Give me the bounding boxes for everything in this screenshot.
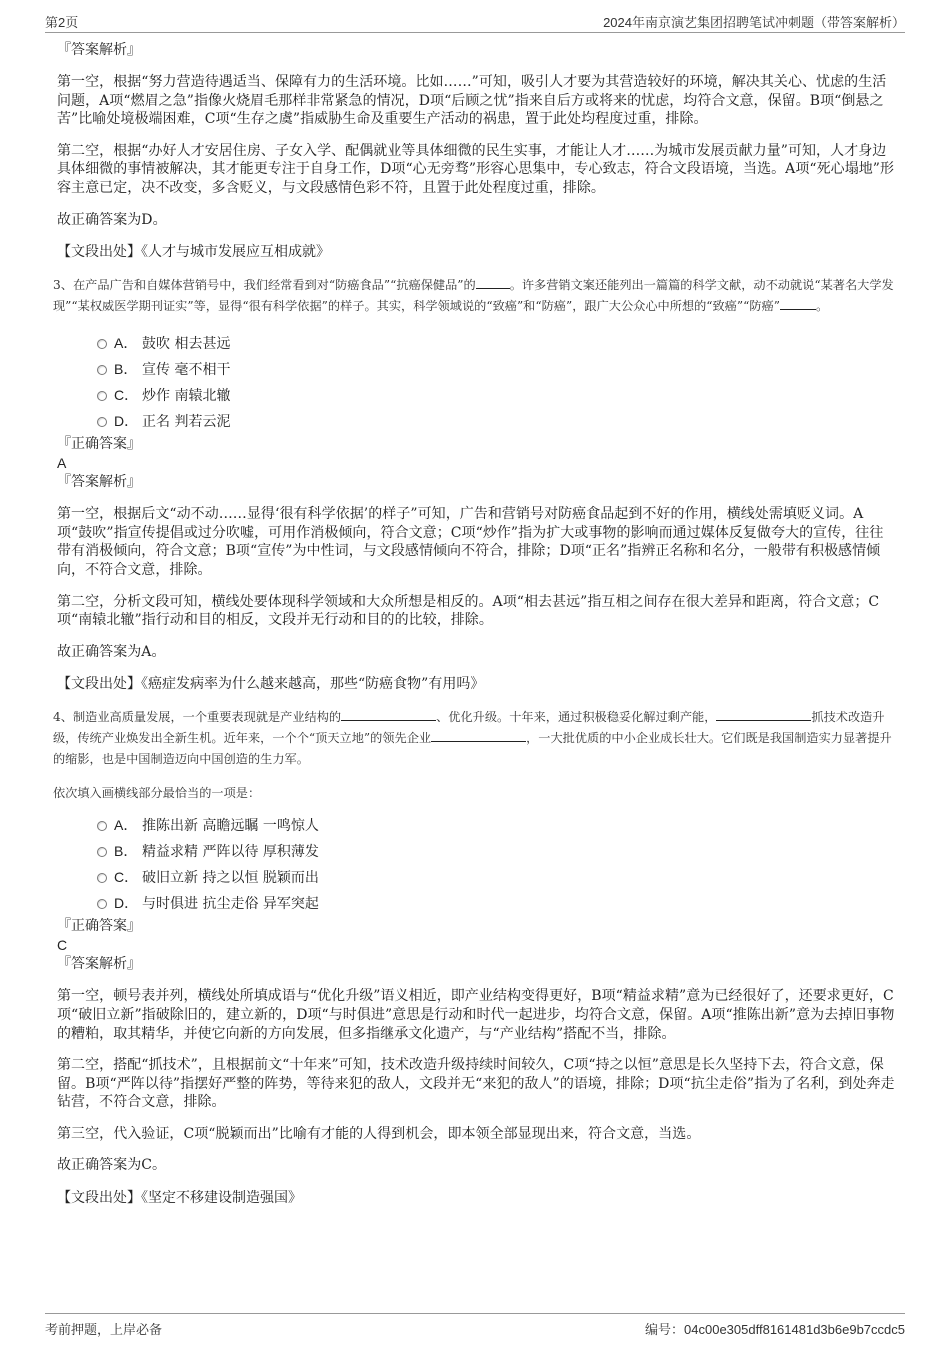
fill-blank [716,707,811,721]
fill-blank [431,728,526,742]
question-3-options [57,330,895,434]
fill-blank [780,296,816,310]
correct-answer-label: 『正确答案』 [57,436,141,453]
source-citation: 【文段出处】《坚定不移建设制造强国》 [57,1190,302,1207]
option-c[interactable]: C． 破旧立新 持之以恒 脱颖而出 [57,864,895,890]
answer-conclusion: 故正确答案为D。 [57,211,167,228]
question-4-options [57,812,895,916]
radio-button[interactable] [97,847,107,857]
radio-button[interactable] [97,873,107,883]
source-citation: 【文段出处】《人才与城市发展应互相成就》 [57,244,330,261]
page-number: 第2页 [45,15,79,30]
main-content [53,40,895,1208]
correct-answer-label: 『正确答案』 [57,918,141,935]
page-header [45,10,905,33]
question-4-prompt: 依次填入画横线部分最恰当的一项是： [53,786,261,801]
answer-conclusion: 故正确答案为C。 [57,1157,167,1174]
analysis-label: 『答案解析』 [57,474,141,491]
page-footer [45,1313,905,1338]
option-a[interactable]: A． 推陈出新 高瞻远瞩 一鸣惊人 [57,812,895,838]
option-c[interactable]: C． 炒作 南辕北辙 [57,382,895,408]
correct-answer: C [57,937,68,954]
radio-button[interactable] [97,339,107,349]
footer-slogan: 考前押题，上岸必备 [45,1323,163,1338]
radio-button[interactable] [97,899,107,909]
source-citation: 【文段出处】《癌症发病率为什么越来越高，那些“防癌食物”有用吗》 [57,676,485,693]
analysis-paragraph: 第二空，分析文段可知，横线处要体现科学领域和大众所想是相反的。A项“相去甚远”指互相之间存在很大差异和距离，符合文意；C项“南辕北辙”指行动和目的相反，文段并无行动和目的的比较，排除。 [57,593,880,629]
document-code [645,1319,905,1338]
document-title: 2024年南京演艺集团招聘笔试冲刺题（带答案解析） [603,15,905,30]
analysis-paragraph: 第一空，根据后文“动不动……显得‘很有科学依据’的样子”可知，广告和营销号对防癌食品起到不好的作用，横线处需填贬义词。A项“鼓吹”指宣传提倡或过分吹嘘，可用作消极倾向，符合文意；C项“炒作”指为扩大或事物的影响而通过媒体反复做夸大的宣传，往往带有消极倾向，符合文意；B项“宣传”为中性词，与文段感情倾向不符合，排除；D项“正名”指辨正名称和名分，一般带有积极感情倾向，不符合文意，排除。 [57,506,884,578]
analysis-paragraph: 第三空，代入验证，C项“脱颖而出”比喻有才能的人得到机会，即本领全部显现出来，符合文意，当选。 [57,1125,701,1142]
analysis-paragraph: 第一空，根据“努力营造待遇适当、保障有力的生活环境。比如……”可知，吸引人才要为其营造较好的环境，解决其关心、忧虑的生活问题，A项“燃眉之急”指像火烧眉毛那样非常紧急的情况，D项“后顾之忧”指来自后方或将来的忧虑，均符合文意，保留。B项“倒悬之苦”比喻处境极端困难，C项“生存之虞”指威胁生命及重要生产活动的祸患，置于此处均程度过重，排除。 [57,74,887,128]
fill-blank [341,707,436,721]
analysis-paragraph: 第一空，顿号表并列，横线处所填成语与“优化升级”语义相近，即产业结构变得更好，B项“精益求精”意为已经很好了，还要求更好，C项“破旧立新”指破除旧的，建立新的，D项“与时俱进”意思是行动和时代一起进步，均符合文意，保留。A项“推陈出新”意为去掉旧事物的糟粕，取其精华，并使它向新的方向发展，但多指继承文化遗产，与“产业结构”搭配不当，排除。 [57,988,895,1042]
radio-button[interactable] [97,821,107,831]
fill-blank [476,275,510,289]
radio-button[interactable] [97,391,107,401]
radio-button[interactable] [97,365,107,375]
option-d[interactable]: D． 正名 判若云泥 [57,408,895,434]
option-b[interactable]: B． 宣传 毫不相干 [57,356,895,382]
analysis-label: 『答案解析』 [57,956,141,973]
option-d[interactable]: D． 与时俱进 抗尘走俗 异军突起 [57,890,895,916]
option-b[interactable]: B． 精益求精 严阵以待 厚积薄发 [57,838,895,864]
analysis-label: 『答案解析』 [57,42,141,58]
option-a[interactable]: A． 鼓吹 相去甚远 [57,330,895,356]
code-value: 04c00e305dff8161481d3b6e9b7ccdc5 [684,1322,905,1337]
radio-button[interactable] [97,417,107,427]
question-4-text: 4、制造业高质量发展，一个重要表现就是产业结构的 、优化升级。十年来，通过积极稳妥化解过剩产能， 抓技术改造升级，传统产业焕发出全新生机。近年来，一个个“顶天立地”的领先企业 ，一大批优质的中小企业成长壮大。它们既是我国制造实力显著提升的缩影，也是中国制造迈向中国创造的生力军。 [53,707,895,770]
answer-conclusion: 故正确答案为A。 [57,643,166,660]
analysis-paragraph: 第二空，根据“办好人才安居住房、子女入学、配偶就业等具体细微的民生实事，才能让人才……为城市发展贡献力量”可知，人才身边具体细微的事情被解决，其才能更专注于自身工作，D项“心无旁骛”形容心思集中，专心致志，符合文段语境，当选。A项“死心塌地”形容主意已定，决不改变，多含贬义，与文段感情色彩不符，且置于此处程度过重，排除。 [57,142,895,196]
correct-answer: A [57,455,67,472]
question-3-text: 3、在产品广告和自媒体营销号中，我们经常看到对“防癌食品”“抗癌保健品”的 。许多营销文案还能列出一篇篇的科学文献，动不动就说“某著名大学发现”“某权威医学期刊证实”等，显得“很有科学依据”的样子。其实，科学领域说的“致癌”和“防癌”，跟广大公众心中所想的“致癌”“防癌” 。 [53,275,895,317]
code-label: 编号： [645,1323,685,1338]
analysis-paragraph: 第二空，搭配“抓技术”，且根据前文“十年来”可知，技术改造升级持续时间较久，C项“持之以恒”意思是长久坚持下去，符合文意，保留。B项“严阵以待”指摆好严整的阵势，等待来犯的敌人，文段并无“来犯的敌人”的语境，排除；D项“抗尘走俗”指为了名利，到处奔走钻营，不符合文意，排除。 [57,1057,895,1111]
